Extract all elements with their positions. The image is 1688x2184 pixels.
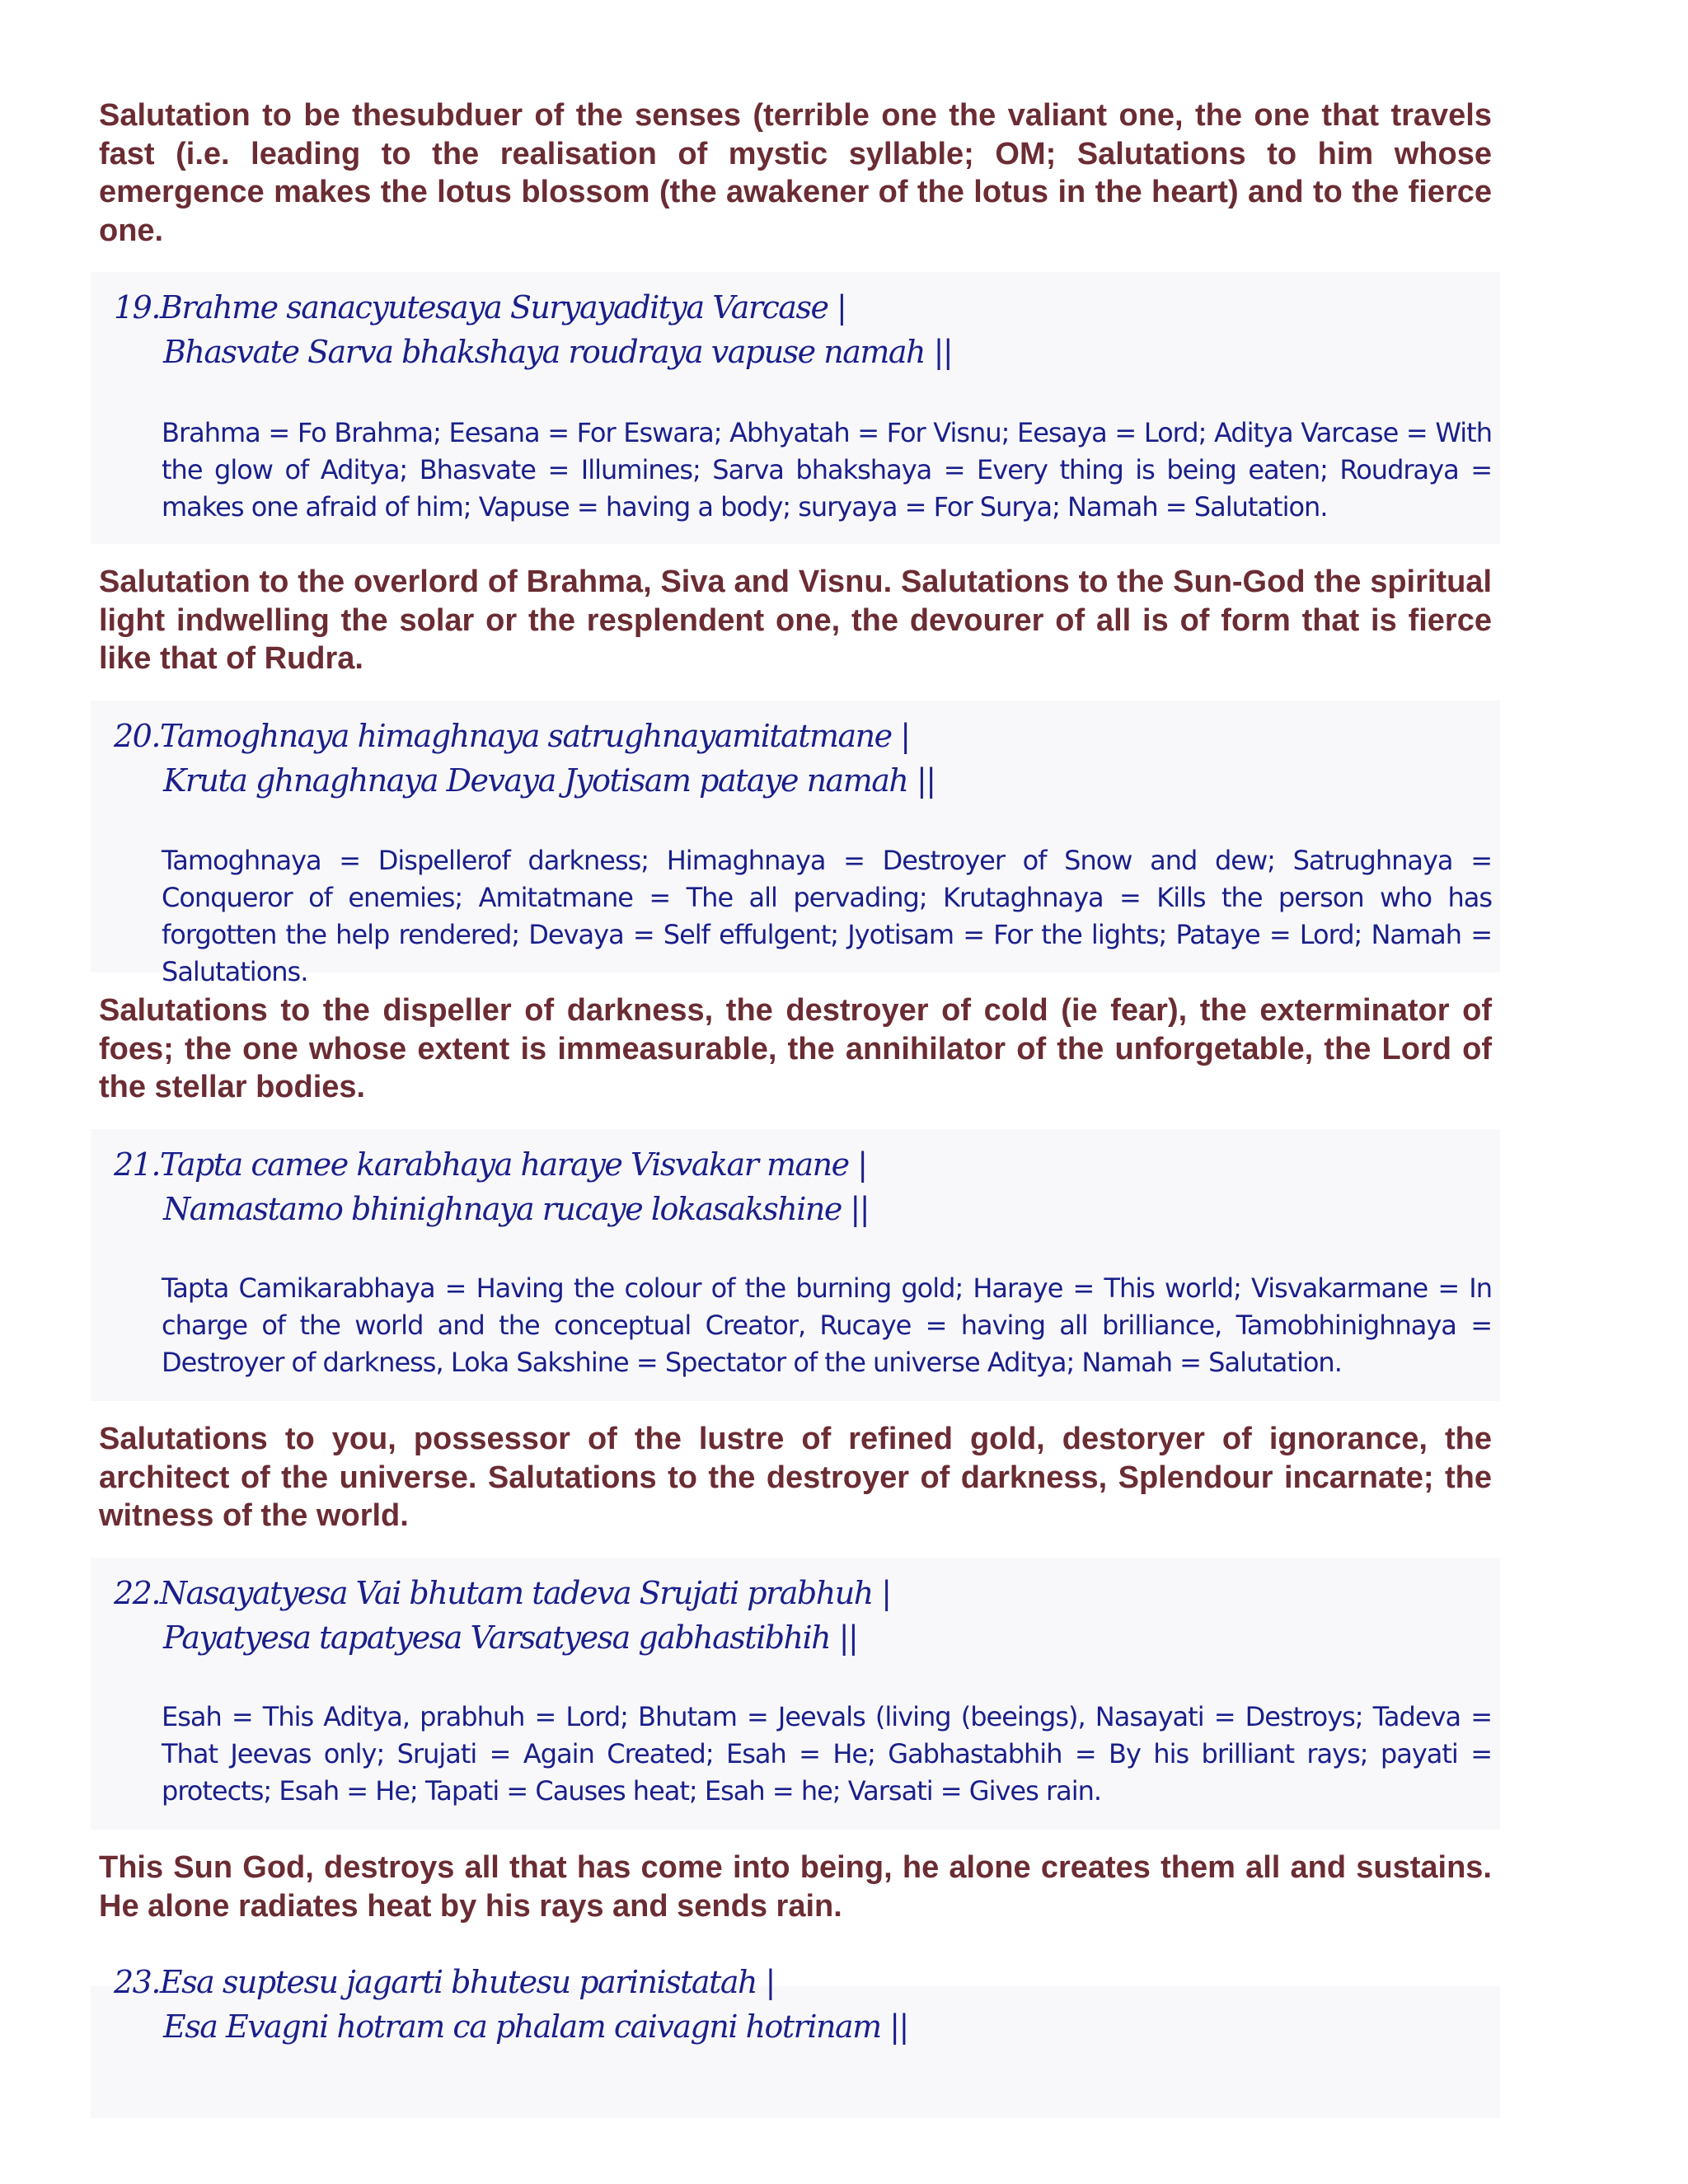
word-gloss: Tapta Camikarabhaya = Having the colour of the burning gold; Haraye = This world; Visvakarmane = In charge of the world and the conceptual Creator, Rucaye = having all brilliance, Tamobhinighnaya = Destroyer of darkness, Loka Sakshine = Spectator of the universe Aditya; Namah = Salutation. [162,1272,1492,1378]
verse-line: 19.Brahme sanacyutesaya Suryayaditya Varcase | [114,289,846,326]
translation-paragraph: This Sun God, destroys all that has come into being, he alone creates them all and sustains. He alone radiates heat by his rays and sends rain. [99,1850,1492,1924]
verse-line: 23.Esa suptesu jagarti bhutesu parinistatah | [114,1964,775,2000]
translation-paragraph: Salutations to the dispeller of darkness, the destroyer of cold (ie fear), the exterminator of foes; the one whose extent is immeasurable, the annihilator of the unforgetable, the Lord of the stellar bodies. [99,993,1492,1104]
verse-line: Bhasvate Sarva bhakshaya roudraya vapuse namah || [163,334,953,370]
verse-line: Esa Evagni hotram ca phalam caivagni hotrinam || [163,2008,908,2045]
translation-paragraph: Salutations to you, possessor of the lustre of refined gold, destoryer of ignorance, the architect of the universe. Salutations to the destroyer of darkness, Splendour incarnate; the witness of the world. [99,1422,1492,1533]
verse [114,285,1350,374]
translation-paragraph: Salutation to the overlord of Brahma, Siva and Visnu. Salutations to the Sun-God the spiritual light indwelling the solar or the resplendent one, the devourer of all is of form that is fierce like that of Rudra. [99,565,1492,676]
verse-line: Kruta ghnaghnaya Devaya Jyotisam pataye namah || [163,762,935,799]
verse [114,714,1350,803]
verse [114,1960,1350,2049]
verse-line: Payatyesa tapatyesa Varsatyesa gabhastibhih || [163,1619,858,1656]
verse-line: 20.Tamoghnaya himaghnaya satrughnayamitatmane | [114,718,910,754]
verse-line: 21.Tapta camee karabhaya haraye Visvakar mane | [114,1146,867,1183]
word-gloss: Tamoghnaya = Dispellerof darkness; Himaghnaya = Destroyer of Snow and dew; Satrughnaya = Conqueror of enemies; Amitatmane = The all pervading; Krutaghnaya = Kills the person who has forgotten the help rendered; Devaya = Self effulgent; Jyotisam = For the lights; Pataye = Lord; Namah = Salutations. [162,845,1492,987]
verse-line: 22.Nasayatyesa Vai bhutam tadeva Srujati prabhuh | [114,1575,891,1611]
word-gloss: Esah = This Aditya, prabhuh = Lord; Bhutam = Jeevals (living (beeings), Nasayati = Destroys; Tadeva = That Jeevas only; Srujati = Again Created; Esah = He; Gabhastabhih = By his brilliant rays; payati = protects; Esah = He; Tapati = Causes heat; Esah = he; Varsati = Gives rain. [162,1701,1492,1807]
translation-paragraph: Salutation to be thesubduer of the senses (terrible one the valiant one, the one that travels fast (i.e. leading to the realisation of mystic syllable; OM; Salutations to him whose emergence makes the lotus blossom (the awakener of the lotus in the heart) and to the fierce one. [99,98,1492,248]
verse-line: Namastamo bhinighnaya rucaye lokasakshine || [163,1191,870,1227]
verse [114,1571,1350,1660]
verse [114,1142,1350,1231]
word-gloss: Brahma = Fo Brahma; Eesana = For Eswara; Abhyatah = For Visnu; Eesaya = Lord; Aditya Varcase = With the glow of Aditya; Bhasvate = Illumines; Sarva bhakshaya = Every thing is being eaten; Roudraya = makes one afraid of him; Vapuse = having a body; suryaya = For Surya; Namah = Salutation. [162,417,1492,523]
